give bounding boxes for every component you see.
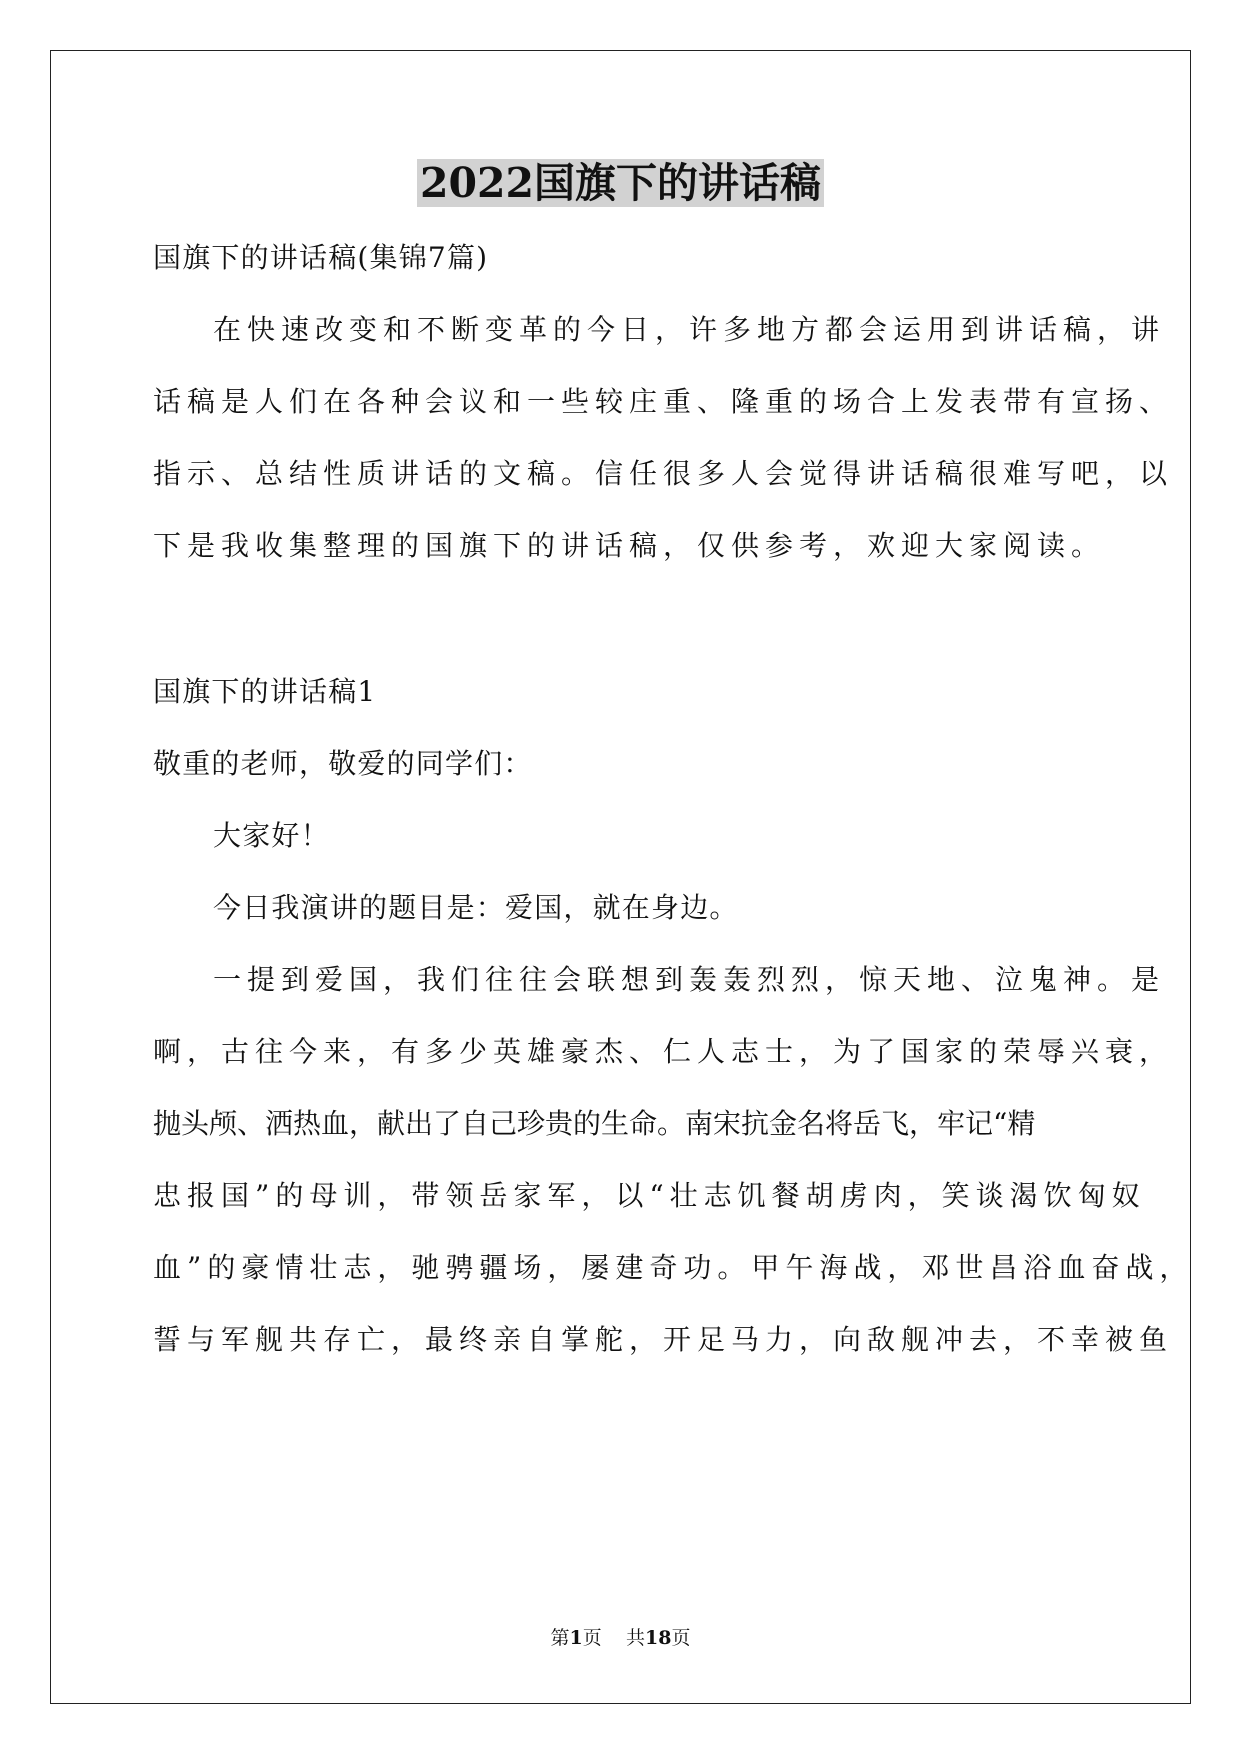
- footer-page-number: 1: [569, 1627, 583, 1649]
- footer-total-suffix: 页: [671, 1627, 691, 1649]
- footer-total-pages: 18: [644, 1627, 672, 1649]
- page-footer: [0, 1625, 1241, 1651]
- document-subtitle: 国旗下的讲话稿(集锦7篇): [153, 241, 489, 274]
- section-heading: 国旗下的讲话稿1: [153, 675, 377, 708]
- body-line-2: 啊，古往今来，有多少英雄豪杰、仁人志士，为了国家的荣辱兴衰，: [153, 1035, 1174, 1068]
- salutation: 敬重的老师，敬爱的同学们：: [153, 747, 533, 780]
- footer-page-suffix: 页: [582, 1627, 602, 1649]
- footer-page-prefix: 第: [550, 1627, 570, 1649]
- intro-line-2: 话稿是人们在各种会议和一些较庄重、隆重的场合上发表带有宣扬、: [153, 385, 1174, 418]
- body-line-4: 忠报国”的母训，带领岳家军，以“壮志饥餐胡虏肉，笑谈渴饮匈奴: [153, 1179, 1146, 1212]
- intro-line-4: 下是我收集整理的国旗下的讲话稿，仅供参考，欢迎大家阅读。: [153, 529, 1106, 562]
- document-title-text: 2022国旗下的讲话稿: [417, 159, 824, 207]
- intro-line-1: 在快速改变和不断变革的今日，许多地方都会运用到讲话稿，讲: [213, 313, 1166, 346]
- body-line-1: 一提到爱国，我们往往会联想到轰轰烈烈，惊天地、泣鬼神。是: [213, 963, 1166, 996]
- document-title: [0, 155, 1241, 211]
- topic-line: 今日我演讲的题目是：爱国，就在身边。: [213, 891, 739, 924]
- page-border: [50, 50, 1194, 1704]
- body-line-5: 血”的豪情壮志，驰骋疆场，屡建奇功。甲午海战，邓世昌浴血奋战，: [153, 1251, 1194, 1284]
- greeting: 大家好！: [213, 819, 330, 852]
- intro-line-3: 指示、总结性质讲话的文稿。信任很多人会觉得讲话稿很难写吧，以: [153, 457, 1174, 490]
- body-line-6: 誓与军舰共存亡，最终亲自掌舵，开足马力，向敌舰冲去，不幸被鱼: [153, 1323, 1174, 1356]
- footer-total-prefix: 共: [625, 1627, 645, 1649]
- body-line-3: 抛头颅、洒热血，献出了自己珍贵的生命。南宋抗金名将岳飞，牢记“精: [153, 1107, 1036, 1140]
